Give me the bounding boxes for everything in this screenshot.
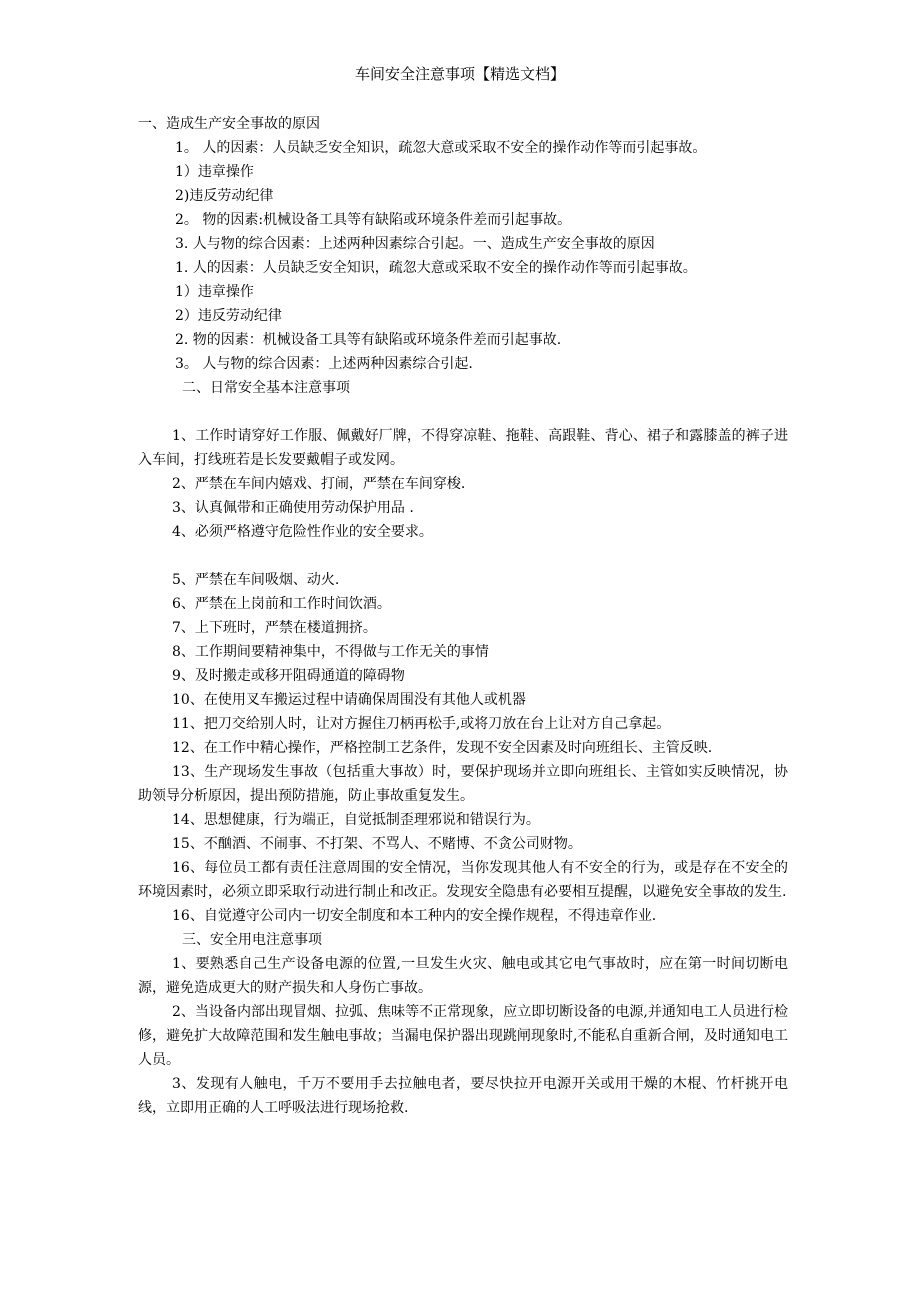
list-item: 7、上下班时，严禁在楼道拥挤。	[172, 620, 377, 636]
list-item: 16、每位员工都有责任注意周围的安全情况，当你发现其他人有不安全的行为，或是存在不安全的环境因素时，必须立即采取行动进行制止和改正。发现安全隐患有必要相互提醒，以避免安全事故的发生.	[138, 860, 788, 900]
section-heading: 三、安全用电注意事项	[182, 932, 322, 948]
list-item: 3。 人与物的综合因素：上述两种因素综合引起.	[175, 356, 473, 372]
list-item: 2）违反劳动纪律	[175, 308, 282, 324]
list-item: 14、思想健康，行为端正，自觉抵制歪理邪说和错误行为。	[172, 812, 540, 828]
blank-line	[138, 400, 788, 424]
list-item: 1）违章操作	[175, 164, 254, 180]
list-item: 1、要熟悉自己生产设备电源的位置,一旦发生火灾、触电或其它电气事故时，应在第一时间切断电源，避免造成更大的财产损失和人身伤亡事故。	[138, 956, 788, 996]
list-item: 13、生产现场发生事故（包括重大事故）时，要保护现场并立即向班组长、主管如实反映情况，协助领导分析原因，提出预防措施，防止事故重复发生。	[138, 764, 788, 804]
list-item: 2、当设备内部出现冒烟、拉弧、焦味等不正常现象，应立即切断设备的电源,并通知电工人员进行检修，避免扩大故障范围和发生触电事故；当漏电保护器出现跳闸现象时,不能私自重新合闸，及时通知电工人员。	[138, 1004, 788, 1068]
list-item: 16、自觉遵守公司内一切安全制度和本工种内的安全操作规程，不得违章作业.	[172, 908, 657, 924]
list-item: 2. 物的因素：机械设备工具等有缺陷或环境条件差而引起事故.	[175, 332, 562, 348]
list-item: 8、工作期间要精神集中，不得做与工作无关的事情	[172, 644, 489, 660]
list-item: 1、工作时请穿好工作服、佩戴好厂牌，不得穿凉鞋、拖鞋、高跟鞋、背心、裙子和露膝盖的裤子进入车间，打线班若是长发要戴帽子或发网。	[138, 428, 788, 468]
section-heading: 二、日常安全基本注意事项	[182, 380, 350, 396]
list-item: 3、发现有人触电，千万不要用手去拉触电者，要尽快拉开电源开关或用干燥的木棍、竹杆挑开电线，立即用正确的人工呼吸法进行现场抢救.	[138, 1076, 788, 1116]
document-body	[138, 112, 788, 1120]
list-item: 1）违章操作	[175, 284, 254, 300]
list-item: 2、严禁在车间内嬉戏、打闹，严禁在车间穿梭.	[172, 476, 466, 492]
list-item: 10、在使用叉车搬运过程中请确保周围没有其他人或机器	[172, 692, 526, 708]
list-item: 3、认真佩带和正确使用劳动保护用品 .	[172, 500, 414, 516]
blank-line	[138, 544, 788, 568]
list-item: 11、把刀交给别人时，让对方握住刀柄再松手,或将刀放在台上让对方自己拿起。	[172, 716, 671, 732]
list-item: 15、不酗酒、不闹事、不打架、不骂人、不赌博、不贪公司财物。	[172, 836, 582, 852]
list-item: 12、在工作中精心操作，严格控制工艺条件，发现不安全因素及时向班组长、主管反映.	[172, 740, 713, 756]
section-heading: 一、造成生产安全事故的原因	[138, 116, 320, 132]
list-item: 2)违反劳动纪律	[175, 188, 274, 204]
list-item: 1. 人的因素：人员缺乏安全知识，疏忽大意或采取不安全的操作动作等而引起事故。	[175, 260, 697, 276]
list-item: 3. 人与物的综合因素：上述两种因素综合引起。一、造成生产安全事故的原因	[175, 236, 655, 252]
list-item: 2。 物的因素:机械设备工具等有缺陷或环境条件差而引起事故。	[175, 212, 572, 228]
list-item: 9、及时搬走或移开阻碍通道的障碍物	[172, 668, 405, 684]
list-item: 6、严禁在上岗前和工作时间饮酒。	[172, 596, 391, 612]
list-item: 5、严禁在车间吸烟、动火.	[172, 572, 340, 588]
list-item: 1。 人的因素：人员缺乏安全知识，疏忽大意或采取不安全的操作动作等而引起事故。	[175, 140, 707, 156]
page-title: 车间安全注意事项【精选文档】	[354, 65, 565, 83]
list-item: 4、必须严格遵守危险性作业的安全要求。	[172, 524, 433, 540]
